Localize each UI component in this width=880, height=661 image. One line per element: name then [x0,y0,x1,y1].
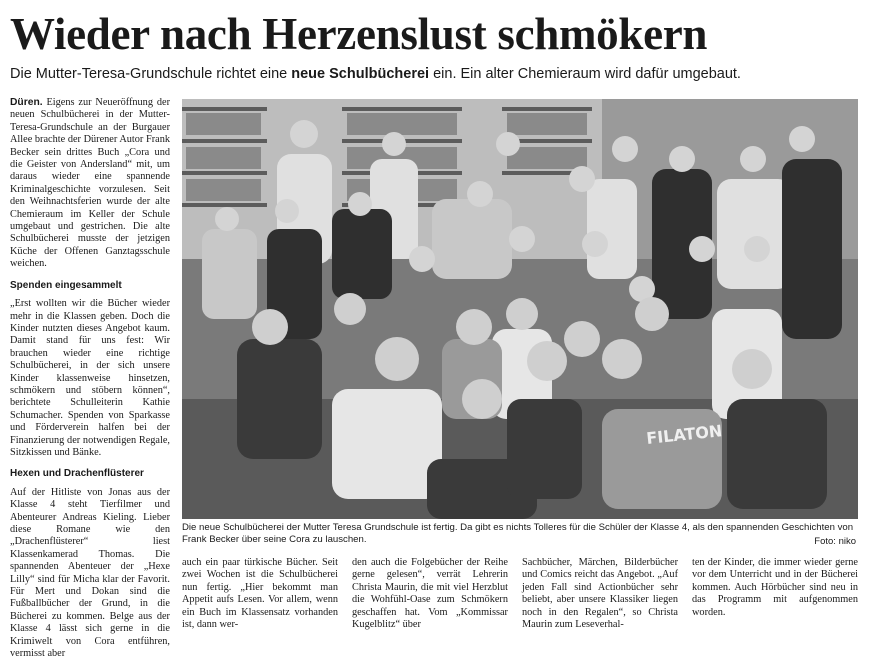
photo-caption: Die neue Schulbücherei der Mutter Teresa Grundschule ist fertig. Da gibt es nichts Tolleres für die Schüler der Klasse 4, als den spannenden Geschichten von Frank Becker über seine Cora zu lauschen. [182,522,854,545]
subline-part-2: ein. Ein alter Chemieraum wird dafür umgebaut. [429,66,741,82]
paragraph-spenden: „Erst wollten wir die Bücher wieder mehr in die Klassen geben. Doch die Kinder nutzten dieses Angebot kaum. Damit stand für uns fest: Wir brauchen wieder eine richtige Schulbücherei, in der sich unsere Kinder klassenweise hinsetzen, schmökern und stöbern können“, berichtete Schulleiterin Kathie Schumacher. Spenden von Sparkasse und Förderverein halfen bei der Finanzierung der notwendigen Regale, Sitzkissen und Bänke. [10,298,170,458]
photo-credit: Foto: niko [814,536,856,547]
bottom-column-2: den auch die Folgebücher der Reihe gerne gelesen“, verrät Lehrerin Christa Maurin, die mit viel Herzblut die Wohfühl-Oase zum Schmökern geschaffen hat. Vom „Kommissar Kugelblitz“ über [352,557,508,631]
bottom-column-4: ten der Kinder, die immer wieder gerne vor dem Unterricht und in der Bücherei kommen. Auch Hörbücher sind neu in das Programm mit aufgenommen worden. [692,557,858,618]
group-photo-illustration [182,99,858,519]
paragraph-hexen: Auf der Hitliste von Jonas aus der Klasse 4 steht Tierfilmer und Abenteurer Andreas Kieling. Lieber diese Romane wie den „Drachenflüsterer“ liest Klassenkamerad Thomas. Die spannenden Abenteuer der „Hexe Lilly“ sind für Micha klar der Favorit. Für Mert und Dokan sind die Fußballbücher der Grund, in die Bücherei zu kommen. Belge aus der Klasse 4 lässt sich gerne in die Krimiwelt von Cora entführen, vermisst aber [10,486,170,660]
subheading-hexen: Hexen und Drachenflüsterer [10,468,144,480]
article-photo [182,99,858,519]
subline-bold: neue Schulbücherei [291,66,430,82]
paragraph-intro [10,97,170,271]
article-headline: Wieder nach Herzenslust schmökern [10,9,708,59]
subheading-spenden: Spenden eingesammelt [10,279,122,291]
dateline: Düren. [10,97,43,108]
shirt-print: FILATON [645,421,724,448]
article-subheadline [10,66,870,82]
left-text-column [10,97,170,661]
bottom-column-1: auch ein paar türkische Bücher. Seit zwei Wochen ist die Schulbücherei nun fertig. „Hier bekommt man Appetit aufs Lesen. Vor allem, wenn ein Buch im Klassensatz vorhanden ist, dann wer- [182,557,338,631]
bottom-column-3: Sachbücher, Märchen, Bilderbücher und Comics reicht das Angebot. „Auf jeden Fall sind Actionbücher sehr beliebt, aber unsere Klassiker liegen noch in den Regalen“, so Christa Maurin zum Leseverhal- [522,557,678,631]
paragraph-intro-text: Eigens zur Neueröffnung der neuen Schulbücherei in der Mutter-Teresa-Grundschule an der Burgauer Allee brachte der Dürener Autor Frank Becker sein drittes Buch „Cora und die Geister von Andersland“ mit, um daraus wieder eine spannende Kriminalgeschichte vorzulesen. Seit den Weihnachtsferien wurde der alte Chemieraum im Keller der Schule umgebaut und gestrichen. Die alte Schulbücherei musste der jetzigen Küche der Offenen Ganztagsschule weichen. [10,97,170,270]
subline-part-1: Die Mutter-Teresa-Grundschule richtet eine [10,66,292,82]
